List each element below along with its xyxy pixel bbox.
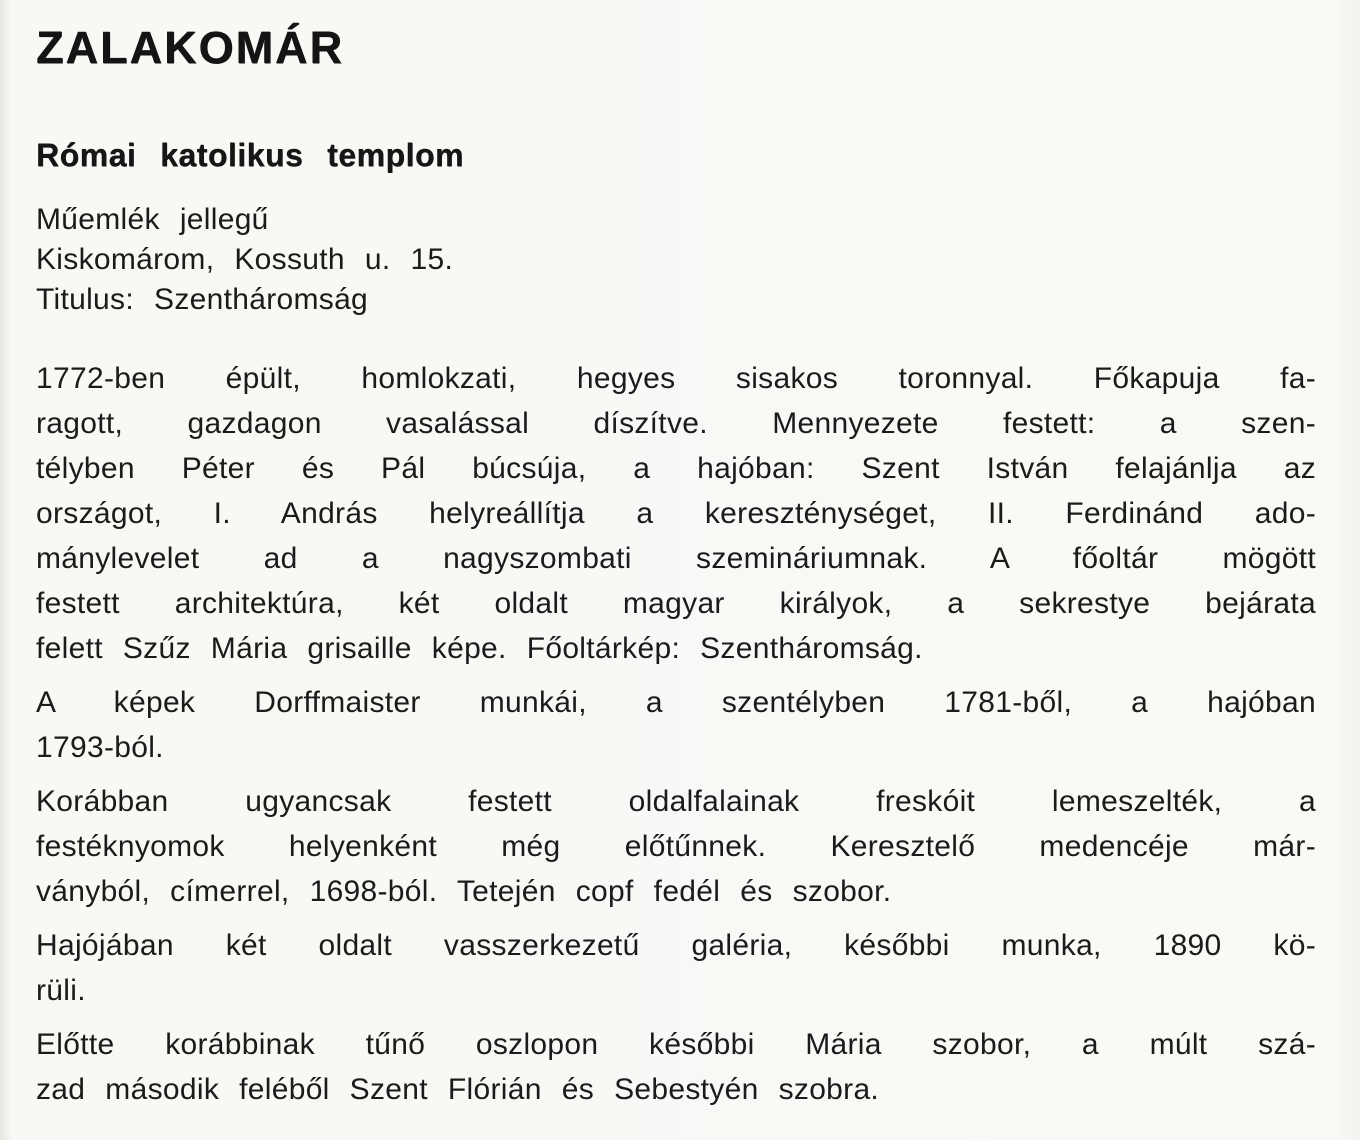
paragraph [36, 779, 1316, 914]
paragraph [36, 1022, 1316, 1112]
text-line: ragott, gazdagon vasalással díszítve. Mennyezete festett: a szen- [36, 407, 1316, 440]
info-line-address: Kiskomárom, Kossuth u. 15. [36, 243, 454, 276]
text-line: országot, I. András helyreállítja a kereszténységet, II. Ferdinánd ado- [36, 497, 1316, 530]
info-line-protection-status: Műemlék jellegű [36, 203, 269, 236]
section-title: Római katolikus templom [36, 137, 464, 173]
text-line: A képek Dorffmaister munkái, a szentélyben 1781-ből, a hajóban [36, 686, 1316, 719]
text-line: Előtte korábbinak tűnő oszlopon későbbi Mária szobor, a múlt szá- [36, 1028, 1316, 1061]
text-line: télyben Péter és Pál búcsúja, a hajóban: Szent István felajánlja az [36, 452, 1316, 485]
text-line: Korábban ugyancsak festett oldalfalainak freskóit lemeszelték, a [36, 785, 1316, 818]
paragraph [36, 923, 1316, 1013]
text-line: 1772-ben épült, homlokzati, hegyes sisakos toronnyal. Főkapuja fa- [36, 362, 1316, 395]
body-text [36, 356, 1316, 1112]
text-line: 1793-ból. [36, 731, 164, 764]
text-line: festéknyomok helyenként még előtűnnek. Keresztelő medencéje már- [36, 830, 1316, 863]
text-line: Hajójában két oldalt vasszerkezetű galéria, későbbi munka, 1890 kö- [36, 929, 1316, 962]
text-line: rüli. [36, 974, 86, 1007]
text-line: ványból, címerrel, 1698-ból. Tetején copf fedél és szobor. [36, 875, 892, 908]
info-block [36, 200, 1316, 320]
paragraph [36, 680, 1316, 770]
text-line: mánylevelet ad a nagyszombati szemináriumnak. A főoltár mögött [36, 542, 1316, 575]
text-line: festett architektúra, két oldalt magyar királyok, a sekrestye bejárata [36, 587, 1316, 620]
page-title: ZALAKOMÁR [36, 22, 344, 73]
text-line: felett Szűz Mária grisaille képe. Főoltárkép: Szentháromság. [36, 632, 923, 665]
text-line: zad második feléből Szent Flórián és Sebestyén szobra. [36, 1073, 880, 1106]
info-line-titulus: Titulus: Szentháromság [36, 283, 369, 316]
paragraph [36, 356, 1316, 671]
